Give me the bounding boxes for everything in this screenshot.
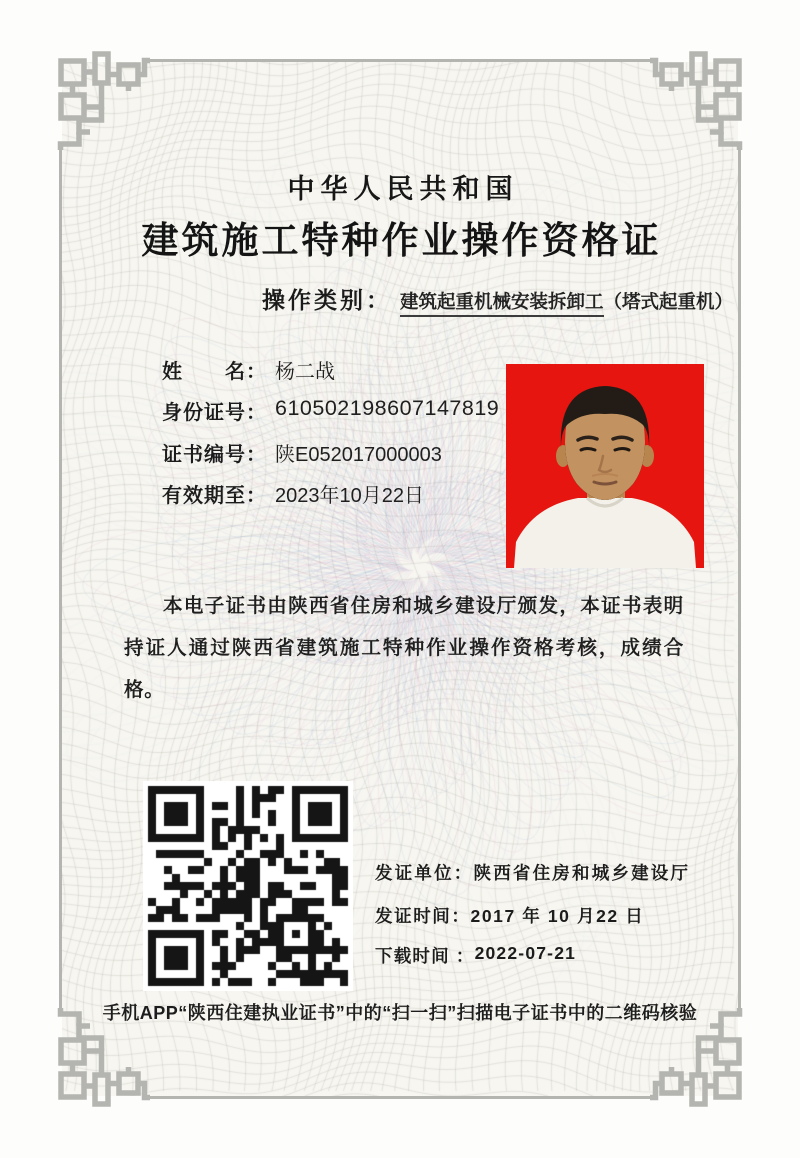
field-value-id-number: 610502198607147819 [275, 396, 500, 420]
field-label-id-number: 身份证号： [162, 402, 267, 424]
issue-row-download-date [375, 943, 576, 968]
qr-code [143, 781, 353, 991]
field-row-id-number [162, 396, 499, 425]
issue-value-issue-date: 2017 年 10 月22 日 [470, 906, 645, 926]
category-row [262, 287, 733, 315]
field-value-name: 杨二战 [275, 361, 335, 383]
category-value-underlined: 建筑起重机械安装拆卸工 [400, 291, 604, 317]
issue-row-authority [375, 860, 690, 885]
category-label: 操作类别： [262, 287, 392, 313]
category-value [400, 290, 733, 313]
category-value-rest: （塔式起重机） [603, 291, 734, 312]
field-value-cert-number: 陕E052017000003 [275, 444, 442, 466]
field-label-cert-number: 证书编号： [162, 444, 267, 466]
border-line-left [59, 148, 62, 1010]
issue-label-authority: 发证单位： [375, 863, 474, 883]
qr-canvas [143, 781, 353, 991]
corner-fret-ornament-top-right [650, 50, 750, 150]
certificate-title: 建筑施工特种作业操作资格证 [141, 221, 662, 262]
corner-fret-ornament-top-left [50, 50, 150, 150]
field-label-name: 姓 名： [162, 361, 267, 383]
issue-row-issue-date [375, 903, 644, 928]
field-label-valid-until: 有效期至： [162, 485, 267, 507]
declaration-text: 本电子证书由陕西省住房和城乡建设厅颁发，本证书表明持证人通过陕西省建筑施工特种作业操作资格考核，成绩合格。 [124, 595, 684, 701]
field-row-valid-until [162, 479, 424, 508]
footer-verification-note: 手机APP“陕西住建执业证书”中的“扫一扫”扫描电子证书中的二维码核验 [102, 1003, 698, 1023]
country-title: 中华人民共和国 [287, 174, 519, 204]
field-row-name [162, 355, 335, 384]
border-line-top [148, 59, 652, 62]
issue-value-authority: 陕西省住房和城乡建设厅 [473, 863, 691, 883]
issue-label-download-date: 下载时间 ： [375, 946, 475, 966]
field-value-valid-until: 2023年10月22日 [275, 485, 424, 507]
issue-label-issue-date: 发证时间： [375, 906, 471, 926]
issue-value-download-date: 2022-07-21 [474, 943, 577, 963]
border-line-bottom [148, 1096, 652, 1099]
field-row-cert-number [162, 438, 442, 467]
border-line-right [738, 148, 741, 1010]
id-photo [506, 364, 704, 568]
